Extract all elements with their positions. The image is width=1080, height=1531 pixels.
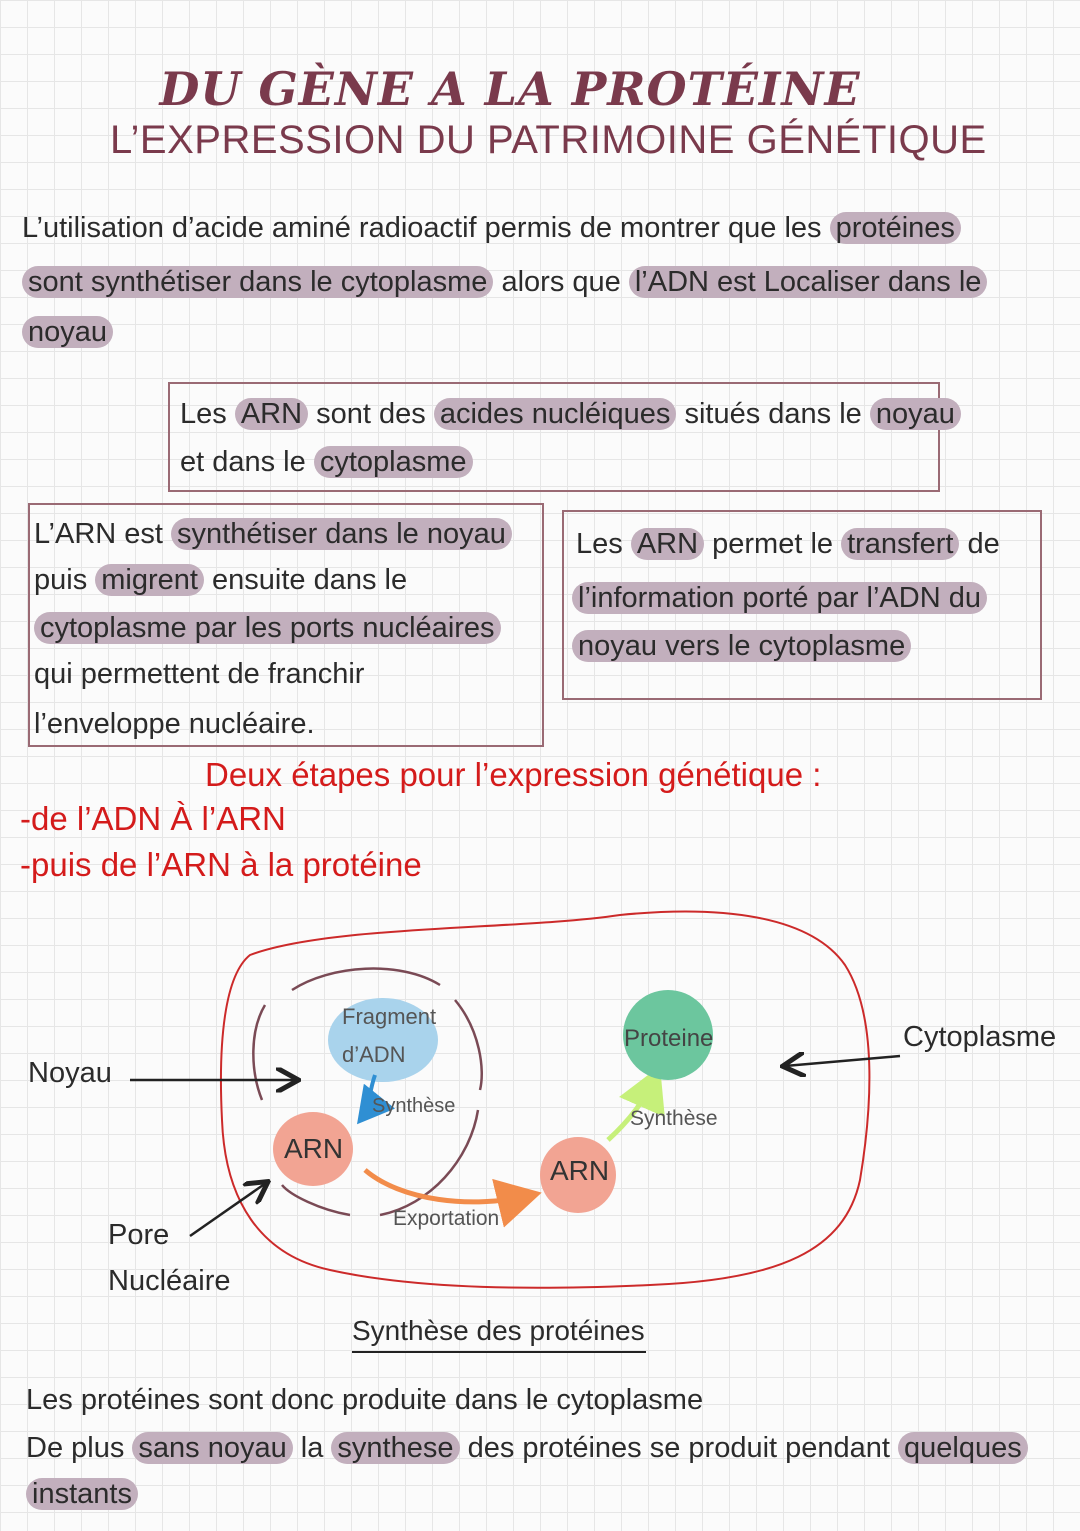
box2-text: puis bbox=[34, 564, 88, 596]
pore-label-2: Nucléaire bbox=[108, 1265, 231, 1297]
protein-label: Proteine bbox=[624, 1025, 714, 1052]
conclusion-highlight: instants bbox=[26, 1478, 138, 1510]
intro-line-2 bbox=[22, 266, 987, 299]
box1-line-2 bbox=[180, 446, 473, 479]
conclusion-highlight: synthese bbox=[331, 1432, 459, 1464]
export-label: Exportation bbox=[393, 1207, 500, 1230]
box3-highlight: noyau vers le cytoplasme bbox=[572, 630, 911, 662]
box2-highlight: cytoplasme par les ports nucléaires bbox=[34, 612, 501, 644]
conclusion-highlight: quelques bbox=[898, 1432, 1028, 1464]
conclusion-text: des protéines se produit pendant bbox=[467, 1432, 890, 1464]
box1-highlight: cytoplasme bbox=[314, 446, 473, 478]
box3-text: permet le bbox=[712, 528, 834, 560]
conclusion-text: De plus bbox=[26, 1432, 125, 1464]
box1-highlight: noyau bbox=[870, 398, 961, 430]
conclusion-highlight: sans noyau bbox=[132, 1432, 292, 1464]
arn-cytoplasm-label: ARN bbox=[550, 1155, 610, 1186]
step-2: -puis de l’ARN à la protéine bbox=[20, 846, 422, 883]
dna-fragment-label-2: d’ADN bbox=[342, 1042, 406, 1067]
conclusion-line-1: Les protéines sont donc produite dans le cytoplasme bbox=[26, 1384, 704, 1416]
intro-text: alors que bbox=[501, 266, 621, 298]
protein-synthesis-diagram bbox=[0, 900, 1080, 1370]
conclusion-line-3 bbox=[26, 1478, 138, 1511]
dna-fragment-label-1: Fragment bbox=[342, 1004, 437, 1029]
pore-arrow bbox=[190, 1183, 266, 1236]
box2-line-1 bbox=[34, 518, 512, 551]
intro-line-3 bbox=[22, 316, 113, 349]
box2-line-4: qui permettent de franchir bbox=[34, 658, 365, 690]
box1-text: et dans le bbox=[180, 446, 306, 478]
box1-text: sont des bbox=[316, 398, 426, 430]
conclusion-line-2 bbox=[26, 1432, 1028, 1465]
noyau-label: Noyau bbox=[28, 1057, 112, 1089]
cytoplasme-label: Cytoplasme bbox=[903, 1021, 1057, 1053]
steps-heading: Deux étapes pour l’expression génétique : bbox=[205, 756, 822, 793]
cell-membrane bbox=[221, 912, 869, 1288]
page-title: DU GÈNE A LA PROTÉINE bbox=[159, 62, 861, 116]
box2-highlight: synthétiser dans le noyau bbox=[171, 518, 512, 550]
box2-text: L’ARN est bbox=[34, 518, 163, 550]
synthesis-label-1: Synthèse bbox=[372, 1095, 456, 1117]
conclusion-text: la bbox=[300, 1432, 324, 1464]
intro-line-1 bbox=[22, 212, 961, 245]
box1-line-1 bbox=[180, 398, 961, 431]
box3-text: de bbox=[967, 528, 1000, 560]
step-1: -de l’ADN À l’ARN bbox=[20, 800, 286, 837]
box3-highlight: l’information porté par l’ADN du bbox=[572, 582, 987, 614]
pore-label-1: Pore bbox=[108, 1219, 170, 1251]
intro-highlight: protéines bbox=[830, 212, 961, 244]
box2-line-5: l’enveloppe nucléaire. bbox=[34, 708, 315, 740]
box3-text: Les bbox=[576, 528, 623, 560]
box1-highlight: ARN bbox=[235, 398, 308, 430]
cytoplasme-arrow bbox=[785, 1056, 900, 1066]
box2-text: ensuite dans le bbox=[212, 564, 408, 596]
box2-highlight: migrent bbox=[95, 564, 204, 596]
intro-highlight: sont synthétiser dans le cytoplasme bbox=[22, 266, 493, 298]
intro-highlight: l’ADN est Localiser dans le bbox=[629, 266, 988, 298]
page-subtitle: L’EXPRESSION DU PATRIMOINE GÉNÉTIQUE bbox=[110, 118, 987, 162]
box1-text: situés dans le bbox=[684, 398, 862, 430]
box1-highlight: acides nucléiques bbox=[434, 398, 677, 430]
box3-highlight: ARN bbox=[631, 528, 704, 560]
box3-line-2 bbox=[572, 582, 987, 615]
box2-line-3 bbox=[34, 612, 501, 645]
arn-nucleus-label: ARN bbox=[284, 1133, 344, 1164]
box1-text: Les bbox=[180, 398, 227, 430]
box3-highlight: transfert bbox=[841, 528, 959, 560]
synthesis-label-2: Synthèse bbox=[630, 1107, 718, 1130]
box2-line-2 bbox=[34, 564, 407, 597]
intro-text: L’utilisation d’acide aminé radioactif permis de montrer que les bbox=[22, 212, 822, 244]
diagram-caption: Synthèse des protéines bbox=[352, 1315, 645, 1346]
box3-line-3 bbox=[572, 630, 911, 663]
box3-line-1 bbox=[576, 528, 1000, 561]
intro-highlight: noyau bbox=[22, 316, 113, 348]
